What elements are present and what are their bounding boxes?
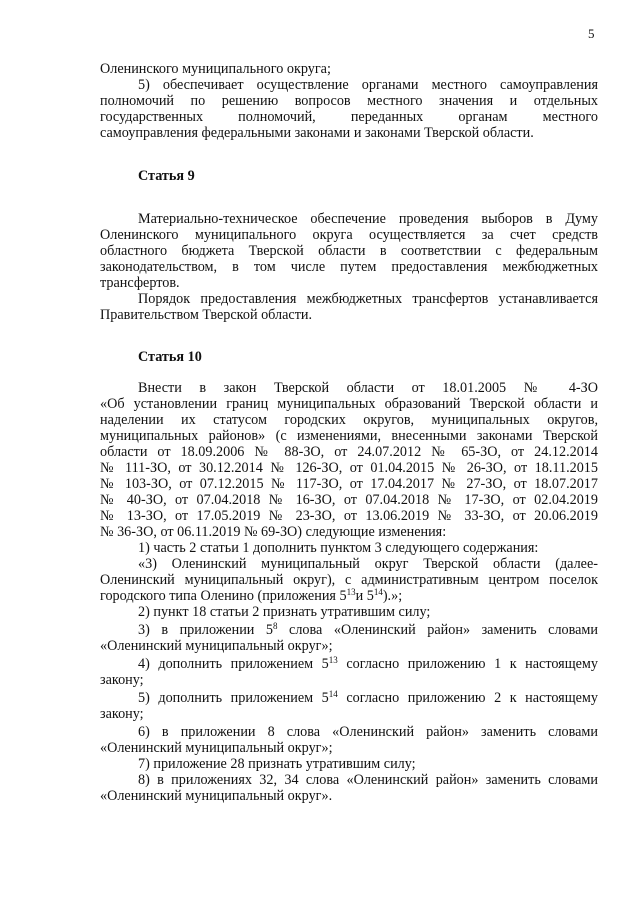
text-line: 6) в приложении 8 слова «Оленинский район» заменить словами — [138, 724, 598, 740]
text-line: «Оленинский муниципальный округ». — [100, 788, 333, 804]
text-line: № 36-ЗО, от 06.11.2019 № 69-ЗО) следующие изменения: — [100, 524, 447, 540]
text-line: № 111-ЗО, от 30.12.2014 № 126-ЗО, от 01.04.2015 № 26-ЗО, от 18.11.2015 — [100, 460, 598, 476]
text-line: законодательством, в том числе путем предоставления межбюджетных — [100, 259, 598, 275]
text-line: 4) дополнить приложением $5^{13}$ согласно приложению 1 к настоящему — [138, 655, 598, 672]
text-line: «Оленинский муниципальный округ»; — [100, 638, 333, 654]
text-line: № 103-ЗО, от 07.12.2015 № 117-ЗО, от 17.04.2017 № 27-ЗО, от 18.07.2017 — [100, 476, 598, 492]
text-line: № 40-ЗО, от 07.04.2018 № 16-ЗО, от 07.04.2018 № 17-ЗО, от 02.04.2019 — [100, 492, 598, 508]
text-line: Правительством Тверской области. — [100, 307, 313, 323]
article-10-heading: Статья 10 — [138, 349, 202, 365]
text-line: полномочий по решению вопросов местного значения и отдельных — [100, 93, 598, 109]
text-line: Оленинский муниципальный округ), с административным центром поселок — [100, 572, 598, 588]
text-line: 8) в приложениях 32, 34 слова «Оленинский район» заменить словами — [138, 772, 598, 788]
text-line: 3) в приложении $5^8$ слова «Оленинский район» заменить словами — [138, 621, 598, 638]
text-line: № 13-ЗО, от 17.05.2019 № 23-ЗО, от 13.06.2019 № 33-ЗО, от 20.06.2019 — [100, 508, 598, 524]
text-line: 1) часть 2 статьи 1 дополнить пунктом 3 следующего содержания: — [138, 540, 539, 556]
text-line: «3) Оленинский муниципальный округ Тверской области (далее- — [138, 556, 598, 572]
text-line: 7) приложение 28 признать утратившим силу; — [138, 756, 416, 772]
text-line: Внести в закон Тверской области от 18.01.2005 № 4-ЗО — [138, 380, 598, 396]
text-line: «Оленинский муниципальный округ»; — [100, 740, 333, 756]
article-9-heading: Статья 9 — [138, 168, 195, 184]
text-line: наделении их статусом городских округов, муниципальных округов, — [100, 412, 598, 428]
text-line: 5) обеспечивает осуществление органами местного самоуправления — [138, 77, 598, 93]
text-line: Порядок предоставления межбюджетных трансфертов устанавливается — [138, 291, 598, 307]
text-line: 5) дополнить приложением $5^{14}$ согласно приложению 2 к настоящему — [138, 689, 598, 706]
text-line: городского типа Оленино (приложения $5^{13}и$ $5^{14}$).»; — [100, 587, 403, 604]
text-line: Оленинского муниципального округа; — [100, 61, 331, 77]
text-line: Материально-техническое обеспечение проведения выборов в Думу — [138, 211, 598, 227]
text-line: государственных полномочий, переданных органам местного — [100, 109, 598, 125]
text-line: области от 18.09.2006 № 88-ЗО, от 24.07.2012 № 65-ЗО, от 24.12.2014 — [100, 444, 598, 460]
text-line: закону; — [100, 672, 144, 688]
text-line: Оленинского муниципального округа осуществляется за счет средств — [100, 227, 598, 243]
text-line: муниципальных районов» (с изменениями, внесенными законами Тверской — [100, 428, 598, 444]
text-line: областного бюджета Тверской области в соответствии с федеральным — [100, 243, 598, 259]
text-line: самоуправления федеральными законами и законами Тверской области. — [100, 125, 534, 141]
text-line: 2) пункт 18 статьи 2 признать утратившим силу; — [138, 604, 431, 620]
page-number: 5 — [588, 26, 595, 41]
text-line: закону; — [100, 706, 144, 722]
text-line: «Об установлении границ муниципальных образований Тверской области и — [100, 396, 598, 412]
text-line: трансфертов. — [100, 275, 180, 291]
